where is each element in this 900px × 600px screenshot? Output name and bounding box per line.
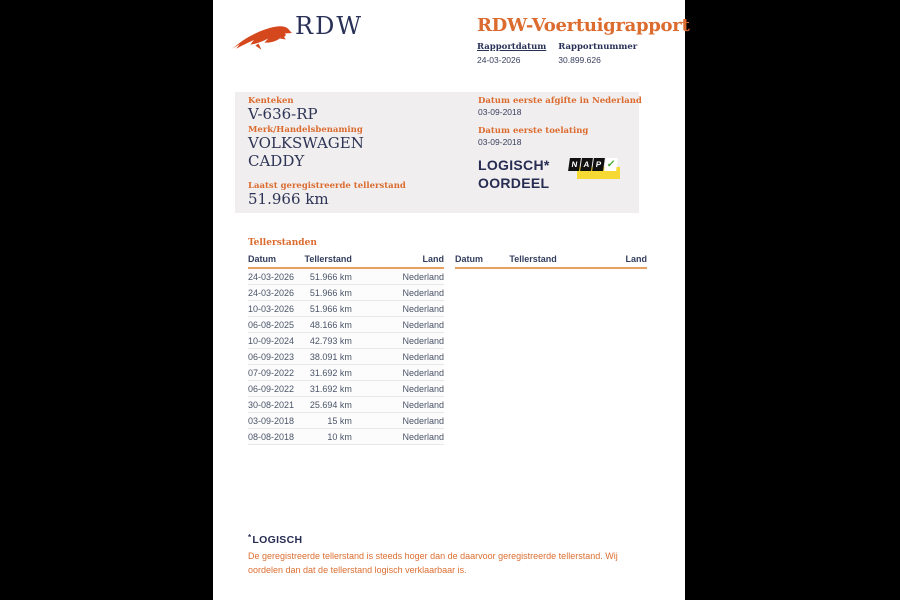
- col-header-tellerstand: Tellerstand: [299, 252, 352, 268]
- table-row: [248, 365, 444, 381]
- table-cell: 10-03-2026: [248, 301, 299, 317]
- nap-letter-tiles: [568, 158, 618, 171]
- report-date-value: 24-03-2026: [477, 55, 521, 65]
- table-cell: Nederland: [352, 268, 444, 285]
- table-cell: 24-03-2026: [248, 268, 299, 285]
- table-cell: 51.966 km: [299, 301, 352, 317]
- vehicle-summary-panel: [235, 92, 642, 213]
- nap-letter-n: N: [568, 158, 581, 171]
- table-row: [248, 349, 444, 365]
- report-date-block: [477, 42, 546, 65]
- kenteken-value: V-636-RP: [248, 105, 318, 123]
- table-cell: Nederland: [352, 397, 444, 413]
- table-cell: 51.966 km: [299, 285, 352, 301]
- table-cell: 08-08-2018: [248, 429, 299, 445]
- nap-letter-a: A: [580, 158, 593, 171]
- table-cell: 06-09-2022: [248, 381, 299, 397]
- table-row: [248, 397, 444, 413]
- rdw-wordmark: RDW: [295, 12, 363, 40]
- kenteken-label: Kenteken: [248, 96, 294, 106]
- report-number-label: Rapportnummer: [558, 42, 638, 52]
- col-header-datum: Datum: [455, 252, 505, 268]
- table-row: [248, 413, 444, 429]
- tellerstanden-table-right: [455, 252, 647, 269]
- report-page: [213, 0, 690, 600]
- report-number-value: 30.899.626: [558, 55, 601, 65]
- table-cell: Nederland: [352, 413, 444, 429]
- col-header-land: Land: [352, 252, 444, 268]
- merk-value-line1: VOLKSWAGEN: [248, 134, 364, 152]
- oordeel-line2: OORDEEL: [478, 175, 550, 191]
- table-row: [248, 268, 444, 285]
- table-cell: Nederland: [352, 301, 444, 317]
- col-header-land: Land: [557, 252, 647, 268]
- col-header-tellerstand: Tellerstand: [505, 252, 557, 268]
- merk-value-line2: CADDY: [248, 152, 305, 170]
- table-cell: 15 km: [299, 413, 352, 429]
- table-cell: 06-08-2025: [248, 317, 299, 333]
- table-row: [248, 381, 444, 397]
- tellerstanden-table-left: [248, 252, 444, 445]
- table-cell: 25.694 km: [299, 397, 352, 413]
- footnote-title: [248, 533, 644, 546]
- footnote: [248, 533, 644, 577]
- table-cell: 24-03-2026: [248, 285, 299, 301]
- tellerstand-label: Laatst geregistreerde tellerstand: [248, 181, 406, 191]
- table-cell: Nederland: [352, 317, 444, 333]
- table-row: [248, 285, 444, 301]
- report-title: RDW-Voertuigrapport: [477, 15, 690, 36]
- table-cell: 42.793 km: [299, 333, 352, 349]
- table-cell: Nederland: [352, 349, 444, 365]
- col-header-datum: Datum: [248, 252, 299, 268]
- table-cell: Nederland: [352, 429, 444, 445]
- toelating-label: Datum eerste toelating: [478, 126, 589, 136]
- table-cell: Nederland: [352, 285, 444, 301]
- report-date-label: Rapportdatum: [477, 42, 547, 52]
- nap-logo: [569, 158, 621, 181]
- table-cell: 38.091 km: [299, 349, 352, 365]
- table-row: [248, 333, 444, 349]
- oordeel-verdict: [478, 156, 550, 192]
- footnote-asterisk: *: [248, 533, 252, 542]
- rdw-wing-logo-icon: [228, 12, 294, 60]
- afgifte-label: Datum eerste afgifte in Nederland: [478, 96, 642, 106]
- oordeel-line1: LOGISCH*: [478, 157, 550, 173]
- merk-label: Merk/Handelsbenaming: [248, 125, 363, 135]
- table-row: [248, 301, 444, 317]
- table-cell: Nederland: [352, 365, 444, 381]
- nap-letter-p: P: [592, 158, 605, 171]
- table-cell: 10-09-2024: [248, 333, 299, 349]
- table-header-row: [455, 252, 647, 268]
- footnote-title-text: LOGISCH: [252, 534, 303, 546]
- table-row: [248, 317, 444, 333]
- nap-checkmark-icon: ✓: [606, 159, 616, 170]
- footnote-text: De geregistreerde tellerstand is steeds hoger dan de daarvoor geregistreerde tellerstand. Wij oordelen dan dat de tellerstand logisch verklaarbaar is.: [248, 551, 618, 575]
- toelating-value: 03-09-2018: [478, 137, 522, 147]
- tellerstanden-section-title: Tellerstanden: [248, 238, 317, 248]
- table-row: [248, 429, 444, 445]
- report-number-block: [558, 42, 637, 65]
- table-cell: 03-09-2018: [248, 413, 299, 429]
- table-cell: 51.966 km: [299, 268, 352, 285]
- table-header-row: [248, 252, 444, 268]
- tellerstand-value: 51.966 km: [248, 190, 329, 208]
- table-cell: 10 km: [299, 429, 352, 445]
- table-cell: 07-09-2022: [248, 365, 299, 381]
- table-cell: Nederland: [352, 381, 444, 397]
- report-meta: [477, 42, 637, 65]
- table-cell: 31.692 km: [299, 365, 352, 381]
- table-cell: 06-09-2023: [248, 349, 299, 365]
- table-cell: Nederland: [352, 333, 444, 349]
- table-cell: 30-08-2021: [248, 397, 299, 413]
- table-cell: 31.692 km: [299, 381, 352, 397]
- table-cell: 48.166 km: [299, 317, 352, 333]
- afgifte-value: 03-09-2018: [478, 107, 522, 117]
